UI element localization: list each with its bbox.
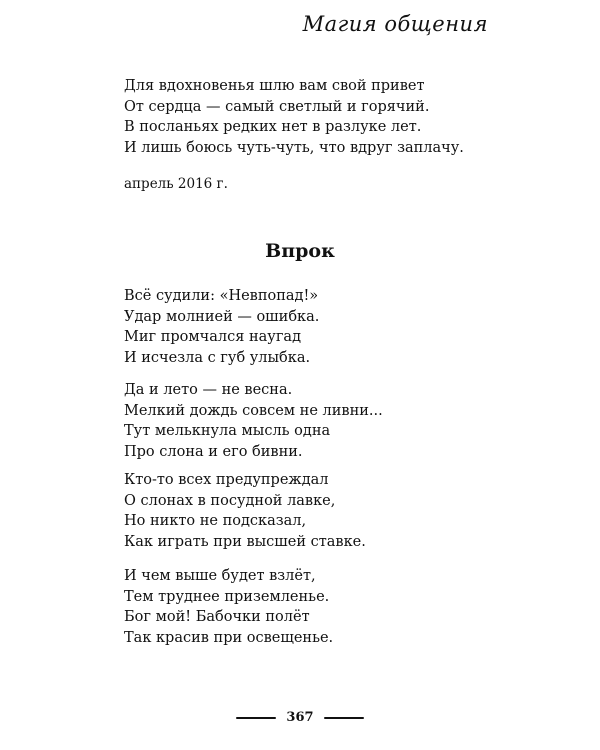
poem-line: Да и лето — не весна.	[124, 382, 293, 398]
footer-dash-left	[236, 717, 276, 719]
poem-line: Про слона и его бивни.	[124, 443, 303, 460]
poem-line: Как играть при высшей ставке.	[124, 533, 366, 550]
poem-stanza-3	[124, 470, 366, 552]
poem-line: Для вдохновенья шлю вам свой привет	[124, 78, 425, 94]
poem-stanza-2	[124, 380, 383, 462]
poem-line: Тут мелькнула мысль одна	[124, 423, 331, 439]
poem-line: Кто-то всех предупреждал	[124, 472, 329, 488]
poem-line: Бог мой! Бабочки полёт	[124, 609, 310, 625]
page-footer	[0, 710, 600, 725]
running-head: Магия общения	[302, 12, 488, 36]
poem-line: От сердца — самый светлый и горячий.	[124, 98, 430, 115]
poem-line: И чем выше будет взлёт,	[124, 568, 316, 584]
page-number: 367	[286, 710, 314, 725]
poem-line: Но никто не подсказал,	[124, 513, 307, 529]
poem-date: апрель 2016 г.	[124, 176, 228, 192]
poem-line: И исчезла с губ улыбка.	[124, 349, 311, 366]
poem-line: О слонах в посудной лавке,	[124, 492, 336, 509]
previous-poem-stanza	[124, 76, 464, 158]
poem-line: В посланьях редких нет в разлуке лет.	[124, 119, 422, 135]
poem-stanza-1	[124, 286, 319, 368]
poem-line: Так красив при освещенье.	[124, 629, 334, 646]
poem-line: Удар молнией — ошибка.	[124, 308, 320, 325]
poem-title: Впрок	[265, 240, 335, 262]
poem-line: Тем труднее приземленье.	[124, 588, 330, 605]
poem-stanza-4	[124, 566, 333, 648]
poem-line: И лишь боюсь чуть-чуть, что вдруг заплачу.	[124, 139, 464, 156]
poem-line: Миг промчался наугад	[124, 329, 302, 345]
footer-dash-right	[324, 717, 364, 719]
poem-line: Всё судили: «Невпопад!»	[124, 288, 319, 304]
poem-line: Мелкий дождь совсем не ливни...	[124, 402, 383, 419]
